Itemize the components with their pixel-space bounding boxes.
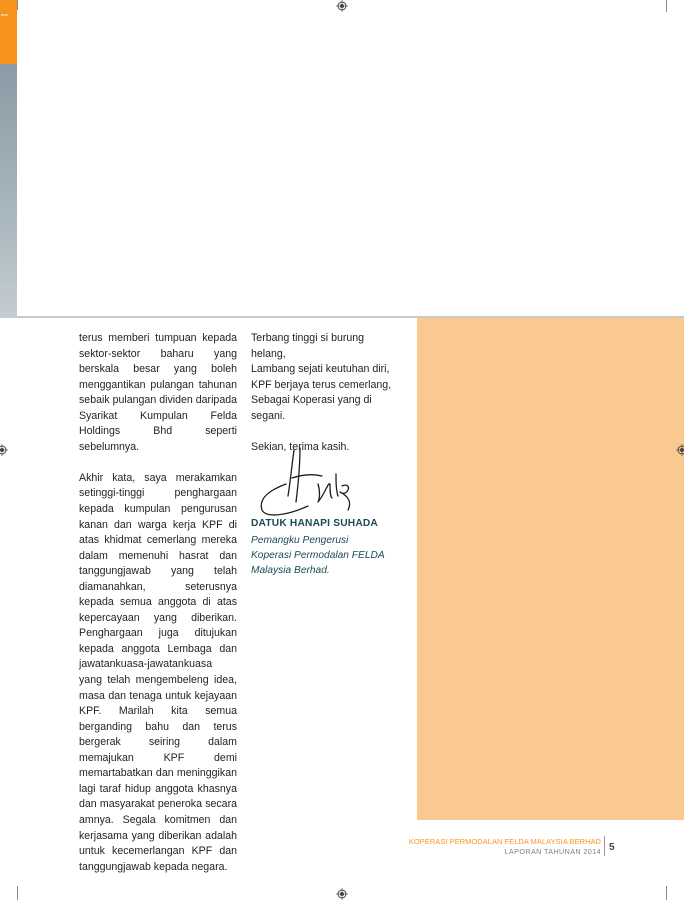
footer-divider (604, 836, 605, 856)
title-line: Malaysia Berhad. (251, 565, 330, 576)
registration-mark-icon (0, 444, 8, 456)
signature-image (256, 444, 356, 518)
footer-report-title: LAPORAN TAHUNAN 2014 (504, 847, 601, 856)
side-bar-gray (0, 64, 17, 318)
poem-line: Lambang sejati keutuhan diri, (251, 363, 390, 376)
signatory-title (251, 533, 411, 578)
crop-mark (17, 886, 18, 900)
side-tab-orange (0, 0, 17, 64)
poem-line: Sebagai Koperasi yang di segani. (251, 394, 372, 422)
page-number: 5 (609, 842, 615, 853)
decorative-panel (417, 318, 684, 820)
registration-mark-icon (676, 444, 684, 456)
closing-text: Sekian, terima kasih. (251, 440, 350, 453)
side-tab-text: BMM (1, 13, 8, 17)
crop-mark (666, 0, 667, 12)
poem-line: Terbang tinggi si burung helang, (251, 332, 365, 360)
poem-line: KPF berjaya terus cemerlang, (251, 378, 392, 391)
registration-mark-icon (336, 0, 348, 12)
poem (251, 331, 401, 424)
paragraph-dividend: terus memberi tumpuan kepada sektor-sektor baharu yang berskala besar yang boleh menggantikan pulangan tahunan sebaik pulangan dividen daripada Syarikat Kumpulan Felda Holdings Bhd seperti sebelumnya. (79, 332, 237, 453)
signatory-name: DATUK HANAPI SUHADA (251, 518, 378, 529)
registration-mark-icon (336, 888, 348, 900)
left-column (79, 331, 237, 891)
title-line: Pemangku Pengerusi (251, 535, 349, 546)
title-line: Koperasi Permodalan FELDA (251, 550, 385, 561)
crop-mark (17, 0, 18, 10)
footer-organization: KOPERASI PERMODALAN FELDA MALAYSIA BERHAD (408, 837, 601, 846)
crop-mark (666, 886, 667, 900)
paragraph-appreciation: Akhir kata, saya merakamkan setinggi-tinggi penghargaan kepada kumpulan pengurusan kanan dan warga kerja KPF di atas khidmat cemerlang mereka dalam memenuhi hasrat dan tanggungjawab yang telah diamanahkan, seterusnya kepada semua anggota di atas kepercayaan yang diberikan. Penghargaan juga ditujukan kepada anggota Lembaga dan jawatankuasa-jawatankuasa yang telah mengembeleng idea, masa dan tenaga untuk kejayaan KPF. Marilah kita semua berganding bahu dan terus bergerak seiring dalam memajukan KPF demi memartabatkan dan meninggikan lagi taraf hidup anggota khasnya dan masyarakat peneroka secara amnya. Segala komitmen dan kerjasama yang diberikan adalah untuk kecemerlangan KPF dan tanggungjawab kepada negara. (79, 471, 237, 873)
footer (409, 837, 601, 856)
